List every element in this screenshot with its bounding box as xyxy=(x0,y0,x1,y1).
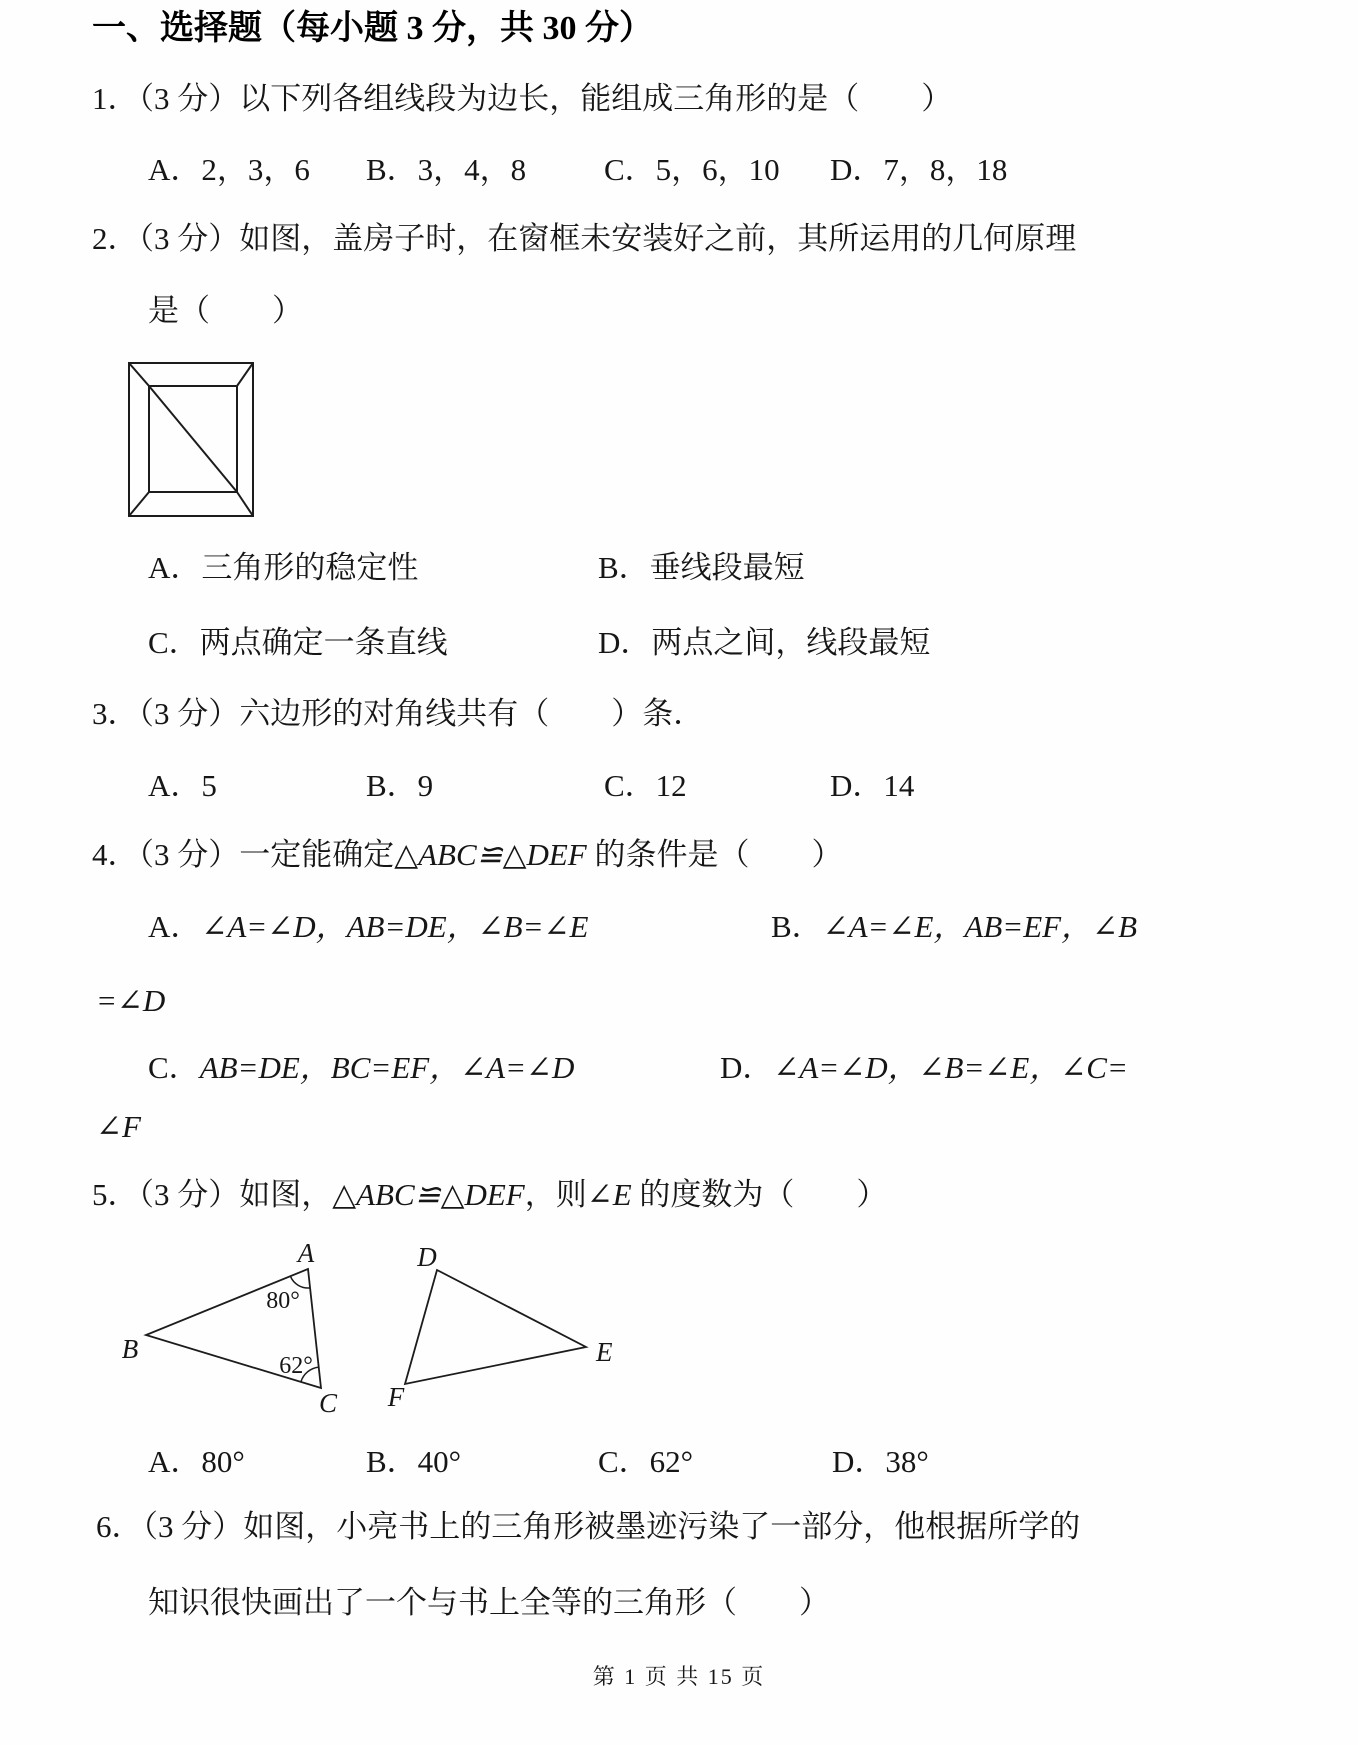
vertex-label-d: D xyxy=(417,1242,437,1272)
vertex-label-f: F xyxy=(387,1382,405,1412)
question-5-stem xyxy=(92,1178,887,1213)
question-5-stem-text: 5．（3 分）如图， xyxy=(92,1177,333,1212)
option-c-label: C． xyxy=(148,1050,200,1085)
question-5-option-b: B．40° xyxy=(366,1444,462,1479)
vertex-label-c: C xyxy=(318,1388,338,1418)
question-2-option-d: D．两点之间，线段最短 xyxy=(598,625,931,660)
question-4-stem-tail: 的条件是（ ） xyxy=(586,837,843,872)
angle-label-80: 80° xyxy=(266,1288,300,1314)
triangle-def xyxy=(405,1270,586,1384)
question-4-option-b-continuation: =∠D xyxy=(96,983,166,1018)
window-diagonal-brace xyxy=(149,386,237,492)
question-3-option-b: B．9 xyxy=(366,768,434,803)
question-1-stem: 1．（3 分）以下列各组线段为边长，能组成三角形的是（ ） xyxy=(92,81,953,116)
question-5-stem-mid: ，则 xyxy=(524,1177,587,1212)
question-5-option-d: D．38° xyxy=(832,1444,929,1479)
question-1-option-d: D．7，8，18 xyxy=(830,152,1008,187)
question-4-option-b xyxy=(771,910,1137,945)
vertex-label-b: B xyxy=(121,1334,139,1364)
question-5-stem-math: △ABC≌△DEF xyxy=(332,1177,525,1212)
window-frame-figure xyxy=(124,358,259,523)
option-b-math: ∠A=∠E，AB=EF，∠B xyxy=(822,909,1138,944)
option-a-label: A． xyxy=(148,909,202,944)
question-5-option-a: A．80° xyxy=(148,1444,245,1479)
corner-line-top-left xyxy=(129,363,149,386)
section-title: 一、选择题（每小题 3 分，共 30 分） xyxy=(92,10,653,47)
question-1-option-c: C．5，6，10 xyxy=(604,152,780,187)
question-6-stem-line2: 知识很快画出了一个与书上全等的三角形（ ） xyxy=(148,1585,830,1620)
question-5-stem-tail: 的度数为（ ） xyxy=(631,1177,888,1212)
corner-line-bottom-left xyxy=(129,492,149,516)
option-d-label: D． xyxy=(720,1050,774,1085)
corner-line-bottom-right xyxy=(237,492,253,516)
angle-label-62: 62° xyxy=(279,1353,313,1379)
question-2-option-c: C．两点确定一条直线 xyxy=(148,625,448,660)
question-3-option-c: C．12 xyxy=(604,768,687,803)
option-c-math: AB=DE，BC=EF，∠A=∠D xyxy=(199,1050,575,1085)
question-2-stem-line1: 2．（3 分）如图，盖房子时，在窗框未安装好之前，其所运用的几何原理 xyxy=(92,221,1077,256)
vertex-label-e: E xyxy=(596,1337,613,1367)
question-2-option-a: A．三角形的稳定性 xyxy=(148,550,419,585)
question-4-stem-math: △ABC≌△DEF xyxy=(394,837,587,872)
option-d-math: ∠A=∠D，∠B=∠E，∠C= xyxy=(773,1050,1128,1085)
question-3-option-d: D．14 xyxy=(830,768,915,803)
question-6-stem-line1: 6．（3 分）如图，小亮书上的三角形被墨迹污染了一部分，他根据所学的 xyxy=(96,1509,1081,1544)
vertex-label-a: A xyxy=(297,1238,315,1268)
question-1-option-a: A．2，3，6 xyxy=(148,152,310,187)
question-4-stem xyxy=(92,838,842,873)
question-4-option-c xyxy=(148,1051,574,1086)
question-5-option-c: C．62° xyxy=(598,1444,694,1479)
page-footer: 第 1 页 共 15 页 xyxy=(592,1664,766,1689)
option-a-math: ∠A=∠D，AB=DE，∠B=∠E xyxy=(201,909,589,944)
question-4-option-a xyxy=(148,910,588,945)
angle-arc-a xyxy=(290,1276,310,1288)
option-b-label: B． xyxy=(771,909,823,944)
question-4-option-d-continuation: ∠F xyxy=(96,1109,141,1144)
question-5-stem-math2: ∠E xyxy=(586,1177,632,1212)
question-2-option-b: B．垂线段最短 xyxy=(598,550,805,585)
question-3-option-a: A．5 xyxy=(148,768,217,803)
question-4-option-d xyxy=(720,1051,1128,1086)
congruent-triangles-figure xyxy=(100,1240,640,1420)
question-3-stem: 3．（3 分）六边形的对角线共有（ ）条． xyxy=(92,696,705,731)
question-1-option-b: B．3，4，8 xyxy=(366,152,527,187)
corner-line-top-right xyxy=(237,363,253,386)
question-2-stem-line2: 是（ ） xyxy=(148,293,303,328)
question-4-stem-text: 4．（3 分）一定能确定 xyxy=(92,837,395,872)
